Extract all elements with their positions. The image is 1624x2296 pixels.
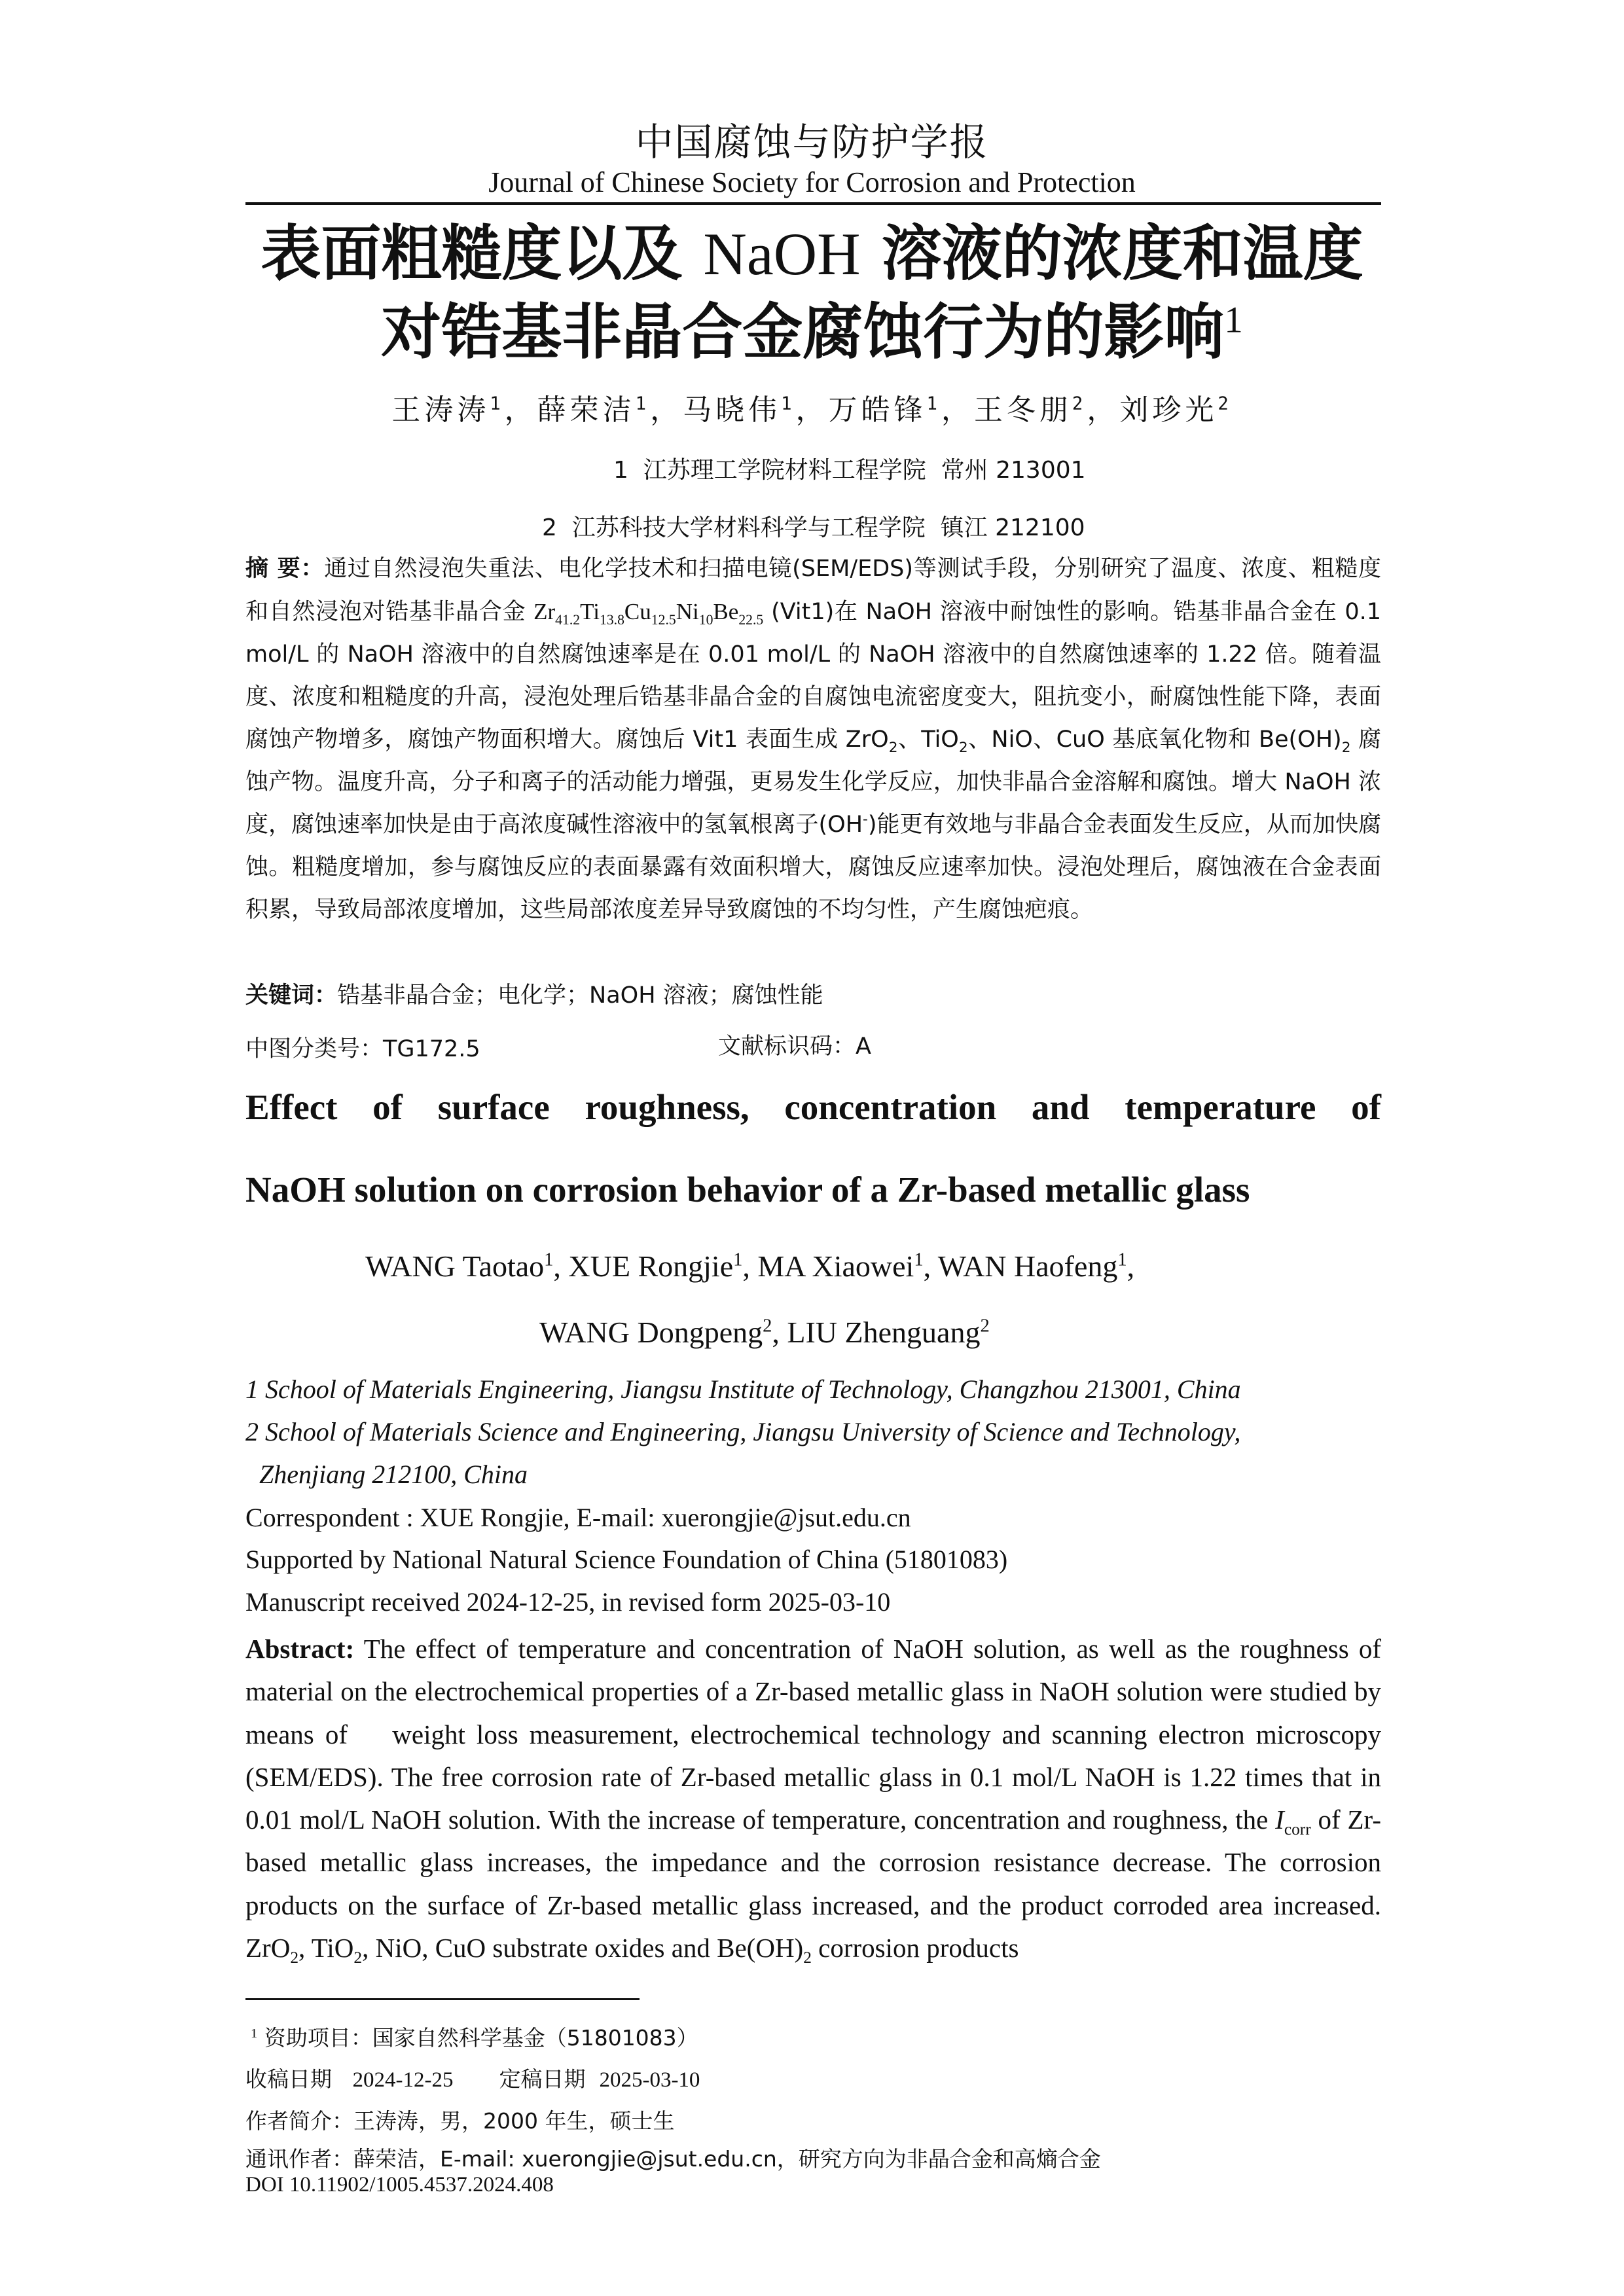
footnote-author-bio: 作者简介：王涛涛，男，2000 年生，硕士生	[245, 2108, 675, 2134]
abstract-en-label: Abstract:	[245, 1634, 355, 1664]
author-en: WAN Haofeng	[937, 1249, 1118, 1283]
footnote-funding: $^1$ 资助项目：国家自然科学基金（51801083）	[251, 2025, 698, 2051]
document-code: 文献标识码：A	[718, 1033, 871, 1060]
title-cn-line-1: 表面粗糙度以及 NaOH 溶液的浓度和温度	[261, 219, 1363, 289]
abstract-en: Abstract: The effect of temperature and concentration of NaOH solution, as well as the roughness of material on the electrochemical properties of a Zr-based metallic glass in NaOH solution were studied by means of weight loss measurement, electrochemical technology and scanning electron microscopy (SEM/EDS). The free corrosion rate of Zr-based metallic glass in 0.1 mol/L NaOH is 1.22 times that in 0.01 mol/L NaOH solution. With the increase of temperature, concentration and roughness, the $I_{corr}$ of Zr-based metallic glass increases, the impedance and the corrosion resistance decrease. The corrosion products on the surface of Zr-based metallic glass increased, and the product corroded area increased. ZrO$_2$, TiO$_2$, NiO, CuO substrate oxides and $Be(OH)_2$ corrosion products	[245, 1634, 1388, 1967]
footnote-dates: 收稿日期 2024-12-25 定稿日期 2025-03-10	[245, 2066, 700, 2092]
correspondent-line: Correspondent : XUE Rongjie, E-mail: xuerongjie@jsut.edu.cn	[245, 1503, 911, 1532]
journal-title-cn: 中国腐蚀与防护学报	[635, 121, 989, 164]
author-en: XUE Rongjie	[568, 1249, 734, 1283]
author-en: MA Xiaowei	[757, 1249, 914, 1283]
paper-title-en-line-1: Effect of surface roughness, concentration and temperature of	[245, 1087, 1381, 1127]
classification-number: 中图分类号：TG172.5	[245, 1036, 480, 1062]
author-en: WANG Dongpeng	[539, 1316, 763, 1349]
abstract-cn-label: 摘 要：	[245, 556, 325, 582]
footnote-divider	[245, 1998, 640, 2000]
affiliation-en-1: 1 School of Materials Engineering, Jiangsu Institute of Technology, Changzhou 213001, China	[245, 1374, 1241, 1404]
journal-title-en: Journal of Chinese Society for Corrosion and Protection	[488, 166, 1136, 198]
footnote-corresponding-author: 通讯作者：薛荣洁，E-mail: xuerongjie@jsut.edu.cn，研究方向为非晶合金和高熵合金	[245, 2146, 1101, 2172]
alloy-formula: $Zr_{41.2}Ti_{13.8}Cu_{12.5}Ni_{10}Be_{22.5}$	[533, 599, 764, 628]
paper-title-en-line-2: NaOH solution on corrosion behavior of a Zr-based metallic glass	[245, 1170, 1250, 1210]
author-en: WANG Taotao	[365, 1249, 545, 1283]
author-cn: 薛荣洁	[537, 393, 636, 427]
keywords-label: 关键词：	[245, 982, 338, 1009]
affiliation-cn-2: 2 江苏科技大学材料科学与工程学院 镇江 212100	[542, 514, 1085, 541]
doi: DOI 10.11902/1005.4537.2024.408	[245, 2173, 554, 2197]
manuscript-dates: Manuscript received 2024-12-25, in revised form 2025-03-10	[245, 1587, 891, 1617]
affiliation-cn-1: 1 江苏理工学院材料工程学院 常州 213001	[613, 457, 1086, 484]
authors-en-line-1: WANG Taotao$^1$, XUE Rongjie$^1$, MA Xiaowei$^1$, WAN Haofeng$^1$,	[365, 1249, 1135, 1283]
author-en: LIU Zhenguang	[787, 1316, 981, 1349]
author-cn: 马晓伟	[683, 393, 782, 427]
paper-title-cn	[0, 215, 1624, 372]
abstract-cn: 摘 要：通过自然浸泡失重法、电化学技术和扫描电镜(SEM/EDS)等测试手段，分别研究了温度、浓度、粗糙度和自然浸泡对锆基非晶合金 $Zr_{41.2}Ti_{13.8}Cu_{12.5}Ni_{10}Be_{22.5}$ (Vit1)在 NaOH 溶液中耐蚀性的影响。锆基非晶合金在 0.1 mol/L 的 NaOH 溶液中的自然腐蚀速率是在 0.01 mol/L 的 NaOH 溶液中的自然腐蚀速率的 1.22 倍。随着温度、浓度和粗糙度的升高，浸泡处理后锆基非晶合金的自腐蚀电流密度变大，阻抗变小，耐腐蚀性能下降，表面腐蚀产物增多，腐蚀产物面积增大。腐蚀后 Vit1 表面生成 ZrO$_2$、TiO$_2$、NiO、CuO 基底氧化物和 $Be(OH)_2$ 腐蚀产物。温度升高，分子和离子的活动能力增强，更易发生化学反应，加快非晶合金溶解和腐蚀。增大 NaOH 浓度，腐蚀速率加快是由于高浓度碱性溶液中的氢氧根离子(OH-)能更有效地与非晶合金表面发生反应，从而加快腐蚀。粗糙度增加，参与腐蚀反应的表面暴露有效面积增大，腐蚀反应速率加快。浸泡处理后，腐蚀液在合金表面积累，导致局部浓度增加，这些局部浓度差异导致腐蚀的不均匀性，产生腐蚀疤痕。	[245, 556, 1382, 923]
funding-line: Supported by National Natural Science Foundation of China (51801083)	[245, 1545, 1008, 1574]
title-footnote-mark: 1	[1224, 299, 1243, 341]
keywords-cn: 关键词：锆基非晶合金；电化学；NaOH 溶液；腐蚀性能	[245, 982, 823, 1009]
authors-en-line-2: WANG Dongpeng$^2$, LIU Zhenguang$^2$	[539, 1316, 990, 1349]
author-cn: 万皓锋	[828, 393, 927, 427]
affiliation-en-2-continued: Zhenjiang 212100, China	[259, 1460, 528, 1489]
authors-cn: 王涛涛$^1$，薛荣洁$^1$，马晓伟$^1$，万皓锋$^1$，王冬朋$^2$，刘珍光$^2$	[391, 393, 1233, 427]
author-cn: 王冬朋	[973, 393, 1072, 427]
author-cn: 王涛涛	[391, 393, 490, 427]
title-cn-line-2: 对锆基非晶合金腐蚀行为的影响$^1$	[381, 297, 1243, 367]
author-cn: 刘珍光	[1119, 393, 1218, 427]
header-divider	[245, 202, 1381, 205]
affiliation-en-2: 2 School of Materials Science and Engineering, Jiangsu University of Science and Technology,	[245, 1417, 1241, 1446]
